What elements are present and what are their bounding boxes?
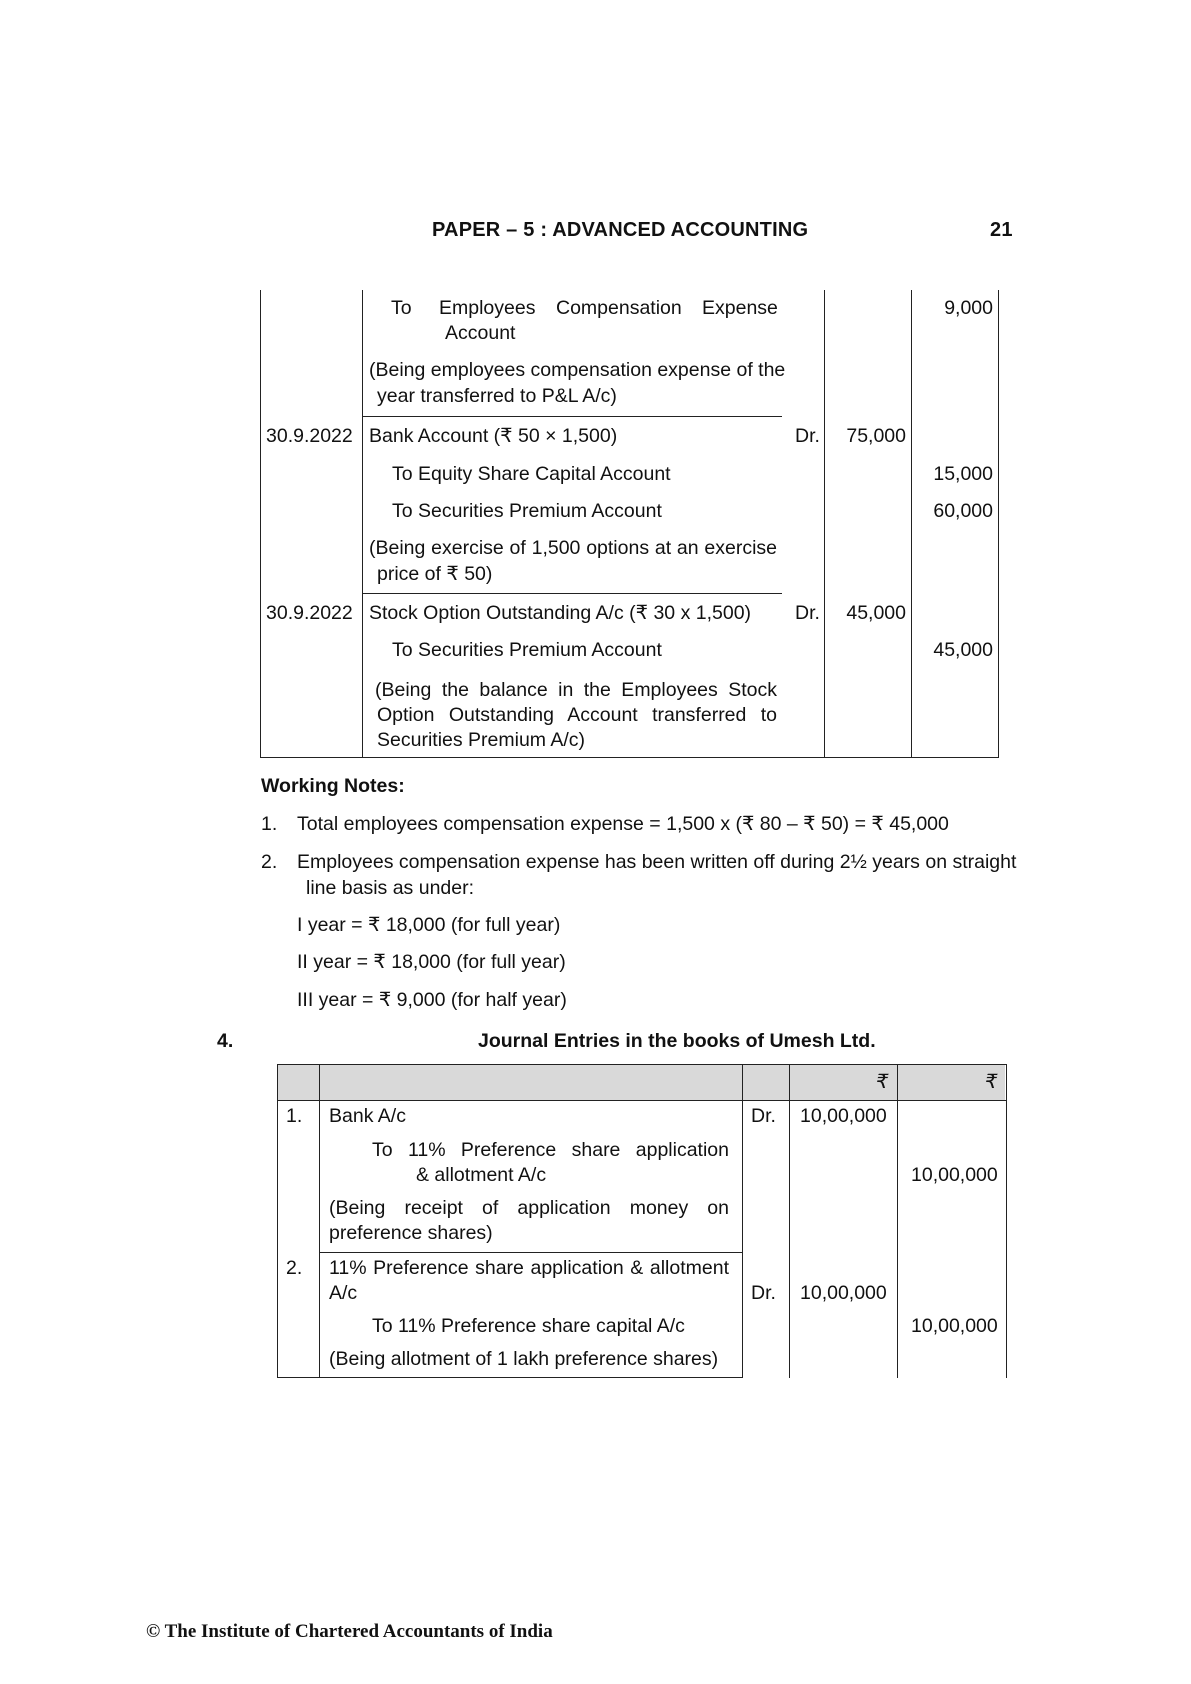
narration: (Being receipt of application money on <box>329 1197 729 1219</box>
footer-copyright: © The Institute of Chartered Accountants of India <box>146 1621 553 1642</box>
question-number: 4. <box>217 1030 234 1052</box>
note-number: 2. <box>261 851 278 873</box>
particulars: To Equity Share Capital Account <box>392 463 671 485</box>
particulars: To 11% Preference share application <box>372 1139 729 1161</box>
dr-label: Dr. <box>795 602 820 624</box>
currency-symbol-credit: ₹ <box>985 1071 998 1093</box>
narration: (Being the balance in the Employees Stock <box>375 679 777 701</box>
note-text: Employees compensation expense has been written off during 2½ years on straight <box>297 851 1017 873</box>
year-amount: I year = ₹ 18,000 (for full year) <box>297 914 561 936</box>
currency-symbol-debit: ₹ <box>876 1071 889 1093</box>
particulars: To 11% Preference share capital A/c <box>372 1315 685 1337</box>
dr-label: Dr. <box>751 1282 776 1304</box>
narration: Option Outstanding Account transferred to <box>377 704 777 726</box>
dr-label: Dr. <box>751 1105 776 1127</box>
note-text: Total employees compensation expense = 1,500 x (₹ 80 – ₹ 50) = ₹ 45,000 <box>297 813 949 835</box>
credit-amount: 60,000 <box>933 500 993 522</box>
credit-amount: 15,000 <box>933 463 993 485</box>
credit-amount: 45,000 <box>933 639 993 661</box>
narration: preference shares) <box>329 1222 493 1244</box>
particulars: A/c <box>329 1282 358 1304</box>
table-title: Journal Entries in the books of Umesh Ltd. <box>478 1030 876 1052</box>
particulars: Bank A/c <box>329 1105 406 1127</box>
note-text: line basis as under: <box>306 877 475 899</box>
page-title: PAPER – 5 : ADVANCED ACCOUNTING <box>432 219 809 241</box>
entry-number: 2. <box>286 1257 303 1279</box>
entry-date: 30.9.2022 <box>266 425 353 447</box>
narration: price of ₹ 50) <box>377 563 493 585</box>
page-number: 21 <box>990 219 1013 241</box>
narration: (Being exercise of 1,500 options at an exercise <box>369 537 777 559</box>
entry-date: 30.9.2022 <box>266 602 353 624</box>
credit-amount: 9,000 <box>944 297 993 319</box>
narration: year transferred to P&L A/c) <box>377 385 617 407</box>
particulars: Stock Option Outstanding A/c (₹ 30 x 1,500) <box>369 602 752 624</box>
particulars: To Securities Premium Account <box>392 639 662 661</box>
credit-amount: 10,00,000 <box>911 1315 998 1337</box>
year-amount: III year = ₹ 9,000 (for half year) <box>297 989 567 1011</box>
narration: (Being allotment of 1 lakh preference shares) <box>329 1348 719 1370</box>
particulars: 11% Preference share application & allotment <box>329 1257 729 1279</box>
narration: (Being employees compensation expense of the <box>369 359 786 381</box>
debit-amount: 45,000 <box>846 602 906 624</box>
entry-number: 1. <box>286 1105 303 1127</box>
note-number: 1. <box>261 813 278 835</box>
year-amount: II year = ₹ 18,000 (for full year) <box>297 951 566 973</box>
narration: Securities Premium A/c) <box>377 729 586 751</box>
working-notes-heading: Working Notes: <box>261 775 405 797</box>
debit-amount: 75,000 <box>846 425 906 447</box>
debit-amount: 10,00,000 <box>800 1105 887 1127</box>
particulars: To Securities Premium Account <box>392 500 662 522</box>
particulars: & allotment A/c <box>416 1164 547 1186</box>
credit-amount: 10,00,000 <box>911 1164 998 1186</box>
particulars: Bank Account (₹ 50 × 1,500) <box>369 425 618 447</box>
particulars-account-line: Account <box>445 322 516 344</box>
dr-label: Dr. <box>795 425 820 447</box>
debit-amount: 10,00,000 <box>800 1282 887 1304</box>
